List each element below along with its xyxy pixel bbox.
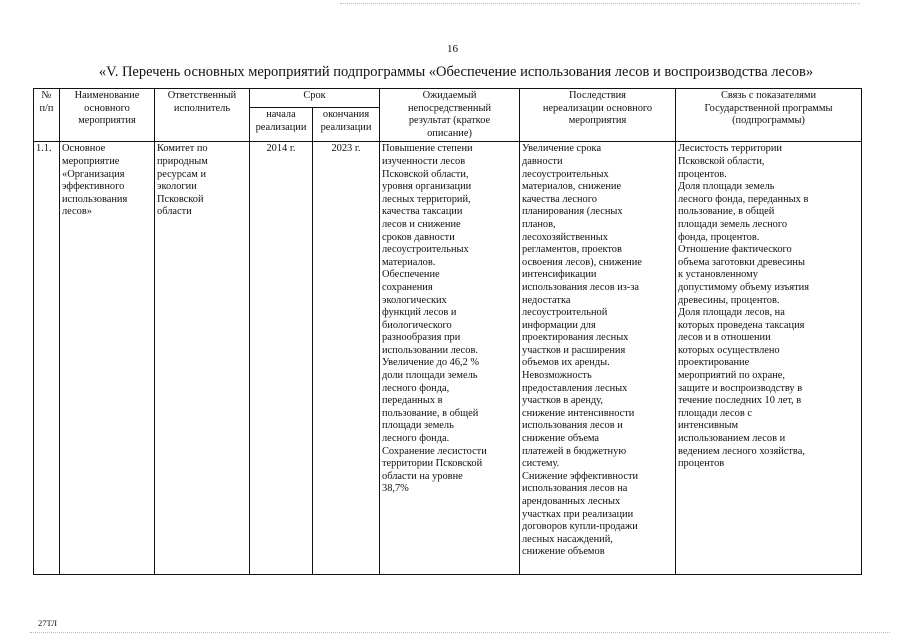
text-line: п/п [39, 102, 54, 114]
text-line: Основное [62, 143, 106, 155]
text-line: фонда, процентов. [678, 231, 760, 243]
text-line: мероприятия [568, 115, 627, 127]
text-line: мероприятий по охране, [678, 370, 785, 382]
cell-num: 1.1. [34, 142, 60, 575]
text-line: использования лесов из-за [522, 281, 640, 293]
text-line: использованием лесов и [678, 433, 786, 445]
text-line: мероприятия [78, 115, 136, 127]
header-name [60, 89, 155, 142]
text-line: экологии [157, 181, 197, 193]
text-line: Доля площади лесов, на [678, 307, 785, 319]
text-line: лесных территорий, [382, 193, 471, 205]
text-line: экологических [382, 294, 447, 306]
measures-table [33, 88, 862, 575]
text-line: участков и расширения [522, 344, 626, 356]
cell-indicators [676, 142, 862, 575]
text-line: участков в аренду, [522, 395, 603, 407]
text-line: использования лесов на [522, 483, 628, 495]
text-line: переданных в [382, 395, 443, 407]
text-line: Государственной программы [704, 102, 833, 114]
text-line: Обеспечение [382, 269, 440, 281]
text-line: № [41, 90, 52, 101]
text-line: которых проведена таксация [678, 319, 805, 331]
page-number: 16 [447, 43, 458, 55]
text-line: Доля площади земель [678, 181, 775, 193]
document-title: «V. Перечень основных мероприятий подпрограммы «Обеспечение использования лесов и воспроизводства лесов» [98, 64, 814, 80]
text-line: Псковской области, [382, 168, 469, 180]
text-line: сроков давности [382, 231, 455, 243]
text-line: которых осуществлено [678, 344, 780, 356]
text-line: исполнитель [173, 102, 231, 114]
text-line: недостатка [522, 294, 571, 306]
text-line: Сохранение лесистости [382, 445, 487, 457]
text-line: разнообразия при [382, 332, 461, 344]
text-line: пользование, в общей [678, 206, 775, 218]
text-line: территории Псковской [382, 458, 483, 470]
text-line: Повышение степени [382, 143, 473, 155]
text-line: интенсификации [522, 269, 597, 281]
text-line: Лесистость территории [678, 143, 782, 155]
text-line: участках при реализации [522, 508, 634, 520]
cell-start: 2014 г. [250, 142, 313, 575]
header-end [313, 108, 380, 142]
text-line: давности [522, 155, 563, 167]
scan-artifact-bottom [30, 632, 890, 633]
text-line: договоров купли-продажи [522, 521, 638, 533]
text-line: лесных насаждений, [522, 533, 613, 545]
text-line: ведением лесного хозяйства, [678, 445, 805, 457]
text-line: планирования (лесных [522, 206, 623, 218]
text-line: допустимому объему изъятия [678, 281, 809, 293]
text-line: «Организация [62, 168, 125, 180]
text-line: лесоустроительных [522, 168, 609, 180]
text-line: освоения лесов), снижение [522, 256, 642, 268]
cell-name [60, 142, 155, 575]
text-line: области на уровне [382, 470, 463, 482]
header-term: Срок [250, 89, 380, 108]
text-line: процентов [678, 458, 725, 470]
text-line: Псковской [157, 193, 204, 205]
text-line: функций лесов и [382, 307, 457, 319]
text-line: области [157, 206, 192, 218]
header-indicators [676, 89, 862, 142]
text-line: сохранения [382, 281, 433, 293]
text-line: проектирования лесных [522, 332, 629, 344]
text-line: Последствия [569, 90, 626, 101]
text-line: реализации [320, 121, 372, 133]
text-line: использования лесов и [522, 420, 623, 432]
text-line: объема заготовки древесины [678, 256, 805, 268]
text-line: результат (краткое [408, 115, 491, 127]
text-line: природным [157, 155, 208, 167]
header-consequences [520, 89, 676, 142]
text-line: лесоустроительных [382, 244, 469, 256]
header-row-1 [34, 89, 862, 108]
text-line: лесов» [62, 206, 92, 218]
text-line: Связь с показателями [720, 90, 817, 101]
text-line: лесного фонда, [382, 382, 450, 394]
text-line: Псковской области, [678, 155, 765, 167]
text-line: проектирование [678, 357, 750, 369]
text-line: Увеличение до 46,2 % [382, 357, 480, 369]
text-line: пользование, в общей [382, 407, 479, 419]
text-line: древесины, процентов. [678, 294, 780, 306]
text-line: Невозможность [522, 370, 592, 382]
text-line: Увеличение срока [522, 143, 602, 155]
text-line: платежей в бюджетную [522, 445, 627, 457]
text-line: снижение объемов [522, 546, 605, 558]
cell-consequences [520, 142, 676, 575]
text-line: описание) [427, 127, 472, 139]
text-line: эффективного [62, 181, 125, 193]
text-line: снижение интенсивности [522, 407, 635, 419]
text-line: лесохозяйственных [522, 231, 608, 243]
text-line: Ожидаемый [422, 90, 477, 101]
text-line: окончания [322, 109, 370, 120]
text-line: использовании лесов. [382, 344, 478, 356]
text-line: ресурсам и [157, 168, 207, 180]
text-line: Снижение эффективности [522, 470, 639, 482]
header-start [250, 108, 313, 142]
text-line: 38,7% [382, 483, 409, 495]
text-line: информации для [522, 319, 596, 331]
text-line: биологического [382, 319, 452, 331]
text-line: предоставления лесных [522, 382, 628, 394]
text-line: качества таксации [382, 206, 463, 218]
text-line: площади земель [382, 420, 454, 432]
footer-code: 27ТЛ [38, 618, 58, 628]
text-line: мероприятие [62, 155, 120, 167]
text-line: снижение объема [522, 433, 600, 445]
text-line: лесов и снижение [382, 218, 461, 230]
cell-end: 2023 г. [313, 142, 380, 575]
text-line: реализации [255, 121, 307, 133]
header-num [34, 89, 60, 142]
text-line: планов, [522, 218, 556, 230]
text-line: материалов, снижение [522, 181, 622, 193]
text-line: нереализации основного [542, 102, 653, 114]
text-line: уровня организации [382, 181, 472, 193]
text-line: основного [84, 102, 130, 114]
text-line: (подпрограммы) [732, 115, 805, 127]
cell-executor [155, 142, 250, 575]
table-row [34, 142, 862, 575]
text-line: качества лесного [522, 193, 597, 205]
text-line: материалов. [382, 256, 436, 268]
text-line: интенсивным [678, 420, 739, 432]
text-line: площади лесов с [678, 407, 752, 419]
text-line: начала [266, 109, 296, 120]
header-executor [155, 89, 250, 142]
text-line: непосредственный [407, 102, 492, 114]
scan-artifact-top [340, 3, 860, 4]
text-line: использования [62, 193, 128, 205]
text-line: доли площади земель [382, 370, 478, 382]
text-line: лесного фонда. [382, 433, 450, 445]
text-line: к установленному [678, 269, 758, 281]
text-line: Ответственный [167, 90, 237, 101]
text-line: течение последних 10 лет, в [678, 395, 802, 407]
header-expected-result [380, 89, 520, 142]
text-line: изученности лесов [382, 155, 466, 167]
text-line: Наименование [74, 90, 140, 101]
cell-expected-result [380, 142, 520, 575]
text-line: лесного фонда, переданных в [678, 193, 809, 205]
text-line: площади земель лесного [678, 218, 788, 230]
text-line: арендованных лесных [522, 496, 621, 507]
text-line: объемов их аренды. [522, 357, 610, 369]
text-line: защите и воспроизводству в [678, 382, 803, 394]
text-line: лесоустроительной [522, 307, 608, 319]
text-line: регламентов, проектов [522, 244, 622, 256]
text-line: процентов. [678, 168, 727, 180]
text-line: систему. [522, 458, 560, 470]
text-line: лесов и в отношении [678, 332, 771, 344]
text-line: Комитет по [157, 143, 208, 155]
text-line: Отношение фактического [678, 244, 792, 256]
